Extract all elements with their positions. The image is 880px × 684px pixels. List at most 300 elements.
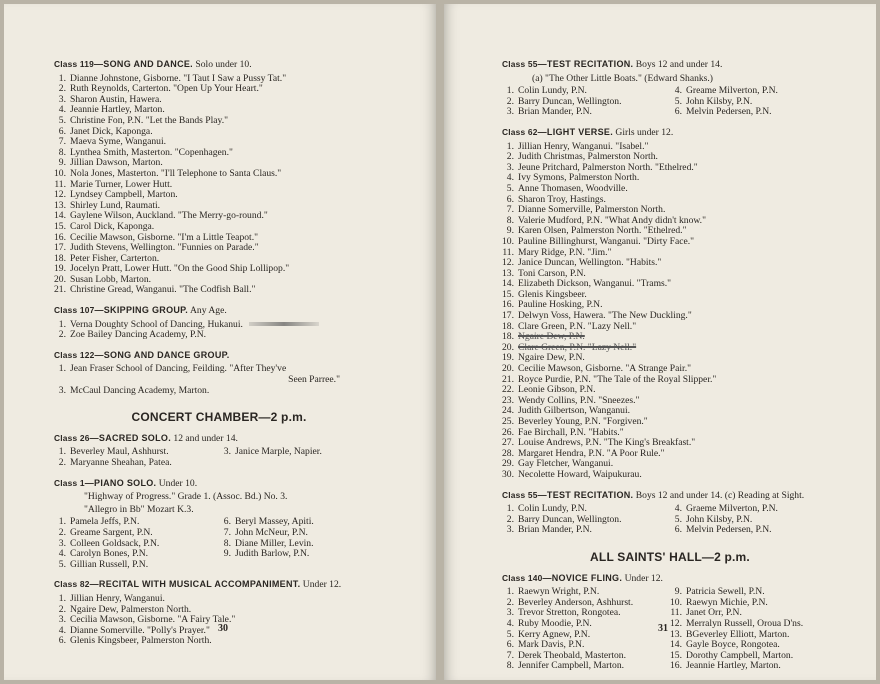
entry-text: Clare Green, P.N. "Lazy Nell."	[518, 320, 637, 332]
entry-text: Jean Fraser School of Dancing, Feilding. "After They've	[70, 363, 287, 375]
entry-text: Lynthea Smith, Masterton. "Copenhagen."	[70, 146, 233, 158]
list-item	[54, 560, 219, 571]
entry-number: 9.	[223, 548, 231, 560]
list-item	[502, 107, 670, 118]
entry-list	[54, 447, 219, 468]
class-block	[54, 59, 384, 296]
list-item	[54, 285, 384, 296]
entry-number: 8.	[506, 660, 514, 672]
entry-text: Leonie Gibson, P.N.	[518, 384, 596, 396]
entry-text: Melvin Pedersen, P.N.	[686, 524, 772, 536]
entry-number: 4.	[506, 617, 514, 629]
entry-text: Kerry Agnew, P.N.	[518, 628, 591, 640]
entry-text: Jeannie Hartley, Marton.	[686, 660, 781, 672]
entry-number: 11.	[502, 246, 514, 258]
entry-number: 2.	[58, 603, 66, 615]
entry-number: 21.	[502, 373, 514, 385]
entry-text: Christine Gread, Wanganui. "The Codfish Ball."	[70, 284, 256, 296]
entry-text: Judith Barlow, P.N.	[235, 548, 310, 560]
list-item	[670, 107, 838, 118]
page-number: 30	[218, 623, 228, 634]
entry-number: 5.	[58, 114, 66, 126]
entry-text: Necolette Howard, Waipukurau.	[518, 468, 642, 480]
entry-number: 21.	[54, 284, 66, 296]
list-item	[54, 364, 384, 385]
right-page	[444, 4, 876, 680]
entry-text: Greame Milverton, P.N.	[686, 85, 778, 97]
class-description: Any Age.	[189, 305, 227, 317]
entry-number: 6.	[506, 639, 514, 651]
class-block	[502, 573, 838, 672]
entry-number: 1.	[58, 363, 66, 375]
entry-number: 7.	[506, 204, 514, 216]
class-title: —TEST RECITATION.	[537, 59, 634, 69]
entry-text: McCaul Dancing Academy, Marton.	[70, 384, 210, 396]
entry-text: Maryanne Sheahan, Patea.	[70, 457, 172, 468]
entry-text: Clare Green, P.N. "Lazy Nell."	[518, 341, 637, 353]
entry-text: Judith Christmas, Palmerston North.	[518, 151, 658, 163]
class-block	[54, 478, 384, 571]
entry-text: Graeme Milverton, P.N.	[686, 503, 778, 515]
entry-number: 4.	[58, 624, 66, 636]
entry-text: Delwyn Voss, Hawera. "The New Duckling."	[518, 310, 692, 322]
entry-number: 6.	[506, 193, 514, 205]
entry-text: Greame Sargent, P.N.	[70, 526, 153, 538]
entry-number: 4.	[58, 548, 66, 560]
entry-text: Sharon Austin, Hawera.	[70, 93, 162, 105]
entry-text: Sharon Troy, Hastings.	[518, 193, 606, 205]
entry-text: Royce Purdie, P.N. "The Tale of the Royal Slipper."	[518, 373, 717, 385]
entry-text: Beverley Anderson, Ashhurst.	[518, 596, 634, 608]
entry-text: Brian Mander, P.N.	[518, 524, 592, 536]
entry-text: Beverley Maul, Ashhurst.	[70, 446, 169, 458]
entry-number: 2.	[58, 526, 66, 538]
entry-list	[219, 517, 384, 570]
entry-text: Ivy Symons, Palmerston North.	[518, 172, 640, 184]
piece-title: (a) "The Other Little Boats." (Edward Shanks.)	[532, 72, 714, 84]
entry-number: 2.	[58, 457, 66, 468]
entry-number: 1.	[58, 516, 66, 528]
entry-text: Nola Jones, Masterton. "I'll Telephone to Santa Claus."	[70, 167, 282, 179]
class-heading	[502, 490, 838, 502]
entry-number: 6.	[674, 524, 682, 536]
page-number: 31	[658, 623, 668, 634]
class-title: —SONG AND DANCE.	[94, 59, 193, 69]
list-item	[54, 636, 384, 647]
entry-number: 3.	[58, 537, 66, 549]
entry-number: 2.	[506, 95, 514, 107]
entry-text: Janet Orr, P.N.	[686, 607, 742, 619]
class-number: Class 122	[54, 349, 95, 360]
class-title: —SONG AND DANCE GROUP.	[94, 349, 230, 360]
class-block	[502, 59, 838, 118]
entry-text: Ruth Reynolds, Carterton. "Open Up Your Heart."	[70, 83, 263, 95]
class-number: Class 62	[502, 126, 538, 137]
list-item	[219, 447, 384, 458]
class-heading	[54, 579, 384, 591]
entry-number: 15.	[54, 220, 66, 232]
class-number: Class 107	[54, 305, 95, 316]
list-item	[670, 525, 838, 536]
entry-number: 16.	[54, 231, 66, 243]
entry-text: Colin Lundy, P.N.	[518, 503, 587, 515]
entry-text: Glenis Kingsbeer.	[518, 288, 587, 300]
entry-number: 23.	[502, 394, 514, 406]
section-heading: ALL SAINTS' HALL—2 p.m.	[590, 549, 750, 564]
entry-number: 16.	[502, 299, 514, 311]
entry-number: 3.	[58, 614, 66, 626]
piece-title: "Allegro in Bb" Mozart K.3.	[84, 503, 194, 515]
entry-number: 8.	[58, 146, 66, 158]
class-title: —SKIPPING GROUP.	[94, 305, 189, 316]
entry-text: Margaret Hendra, P.N. "A Poor Rule."	[518, 447, 665, 459]
section-heading: CONCERT CHAMBER—2 p.m.	[131, 410, 307, 425]
entry-number: 10.	[54, 167, 66, 179]
class-title: —PIANO SOLO.	[84, 477, 157, 488]
list-item	[670, 661, 838, 672]
entry-number: 18.	[54, 252, 66, 264]
entry-number: 5.	[506, 182, 514, 194]
list-item	[502, 525, 670, 536]
entry-number: 26.	[502, 426, 514, 438]
list-item	[54, 458, 219, 469]
entry-text: Dianne Somerville, Palmerston North.	[518, 204, 666, 216]
entry-number: 28.	[502, 447, 514, 459]
entry-list	[219, 447, 384, 468]
entry-number: 3.	[506, 106, 514, 118]
class-description: Boys 12 and under 14. (c) Reading at Sight.	[635, 489, 805, 501]
entry-text: Carol Dick, Kaponga.	[70, 220, 155, 232]
class-heading	[54, 350, 384, 362]
entry-list	[502, 587, 670, 672]
entry-text: Dorothy Campbell, Marton.	[686, 649, 794, 661]
entry-text: Janice Marple, Napier.	[235, 446, 322, 458]
entry-text: Fae Birchall, P.N. "Habits."	[518, 426, 624, 438]
entry-text: Valerie Mudford, P.N. "What Andy didn't know."	[518, 214, 706, 226]
entry-text: Pauline Billinghurst, Wanganui. "Dirty Face."	[518, 235, 695, 247]
entry-number: 29.	[502, 458, 514, 470]
class-title: —SACRED SOLO.	[89, 432, 171, 443]
entry-number: 20.	[54, 273, 66, 285]
entry-number: 1.	[58, 446, 66, 458]
entry-text: Janet Dick, Kaponga.	[70, 125, 153, 137]
entry-text: Elizabeth Dickson, Wanganui. "Trams."	[518, 278, 672, 290]
class-description: Solo under 10.	[195, 59, 252, 70]
entry-text: Jeune Pritchard, Palmerston North. "Ethelred."	[518, 161, 698, 173]
entry-number: 11.	[54, 178, 66, 190]
entry-number: 7.	[506, 649, 514, 661]
entry-number: 15.	[502, 288, 514, 300]
entry-number: 14.	[670, 639, 682, 651]
entry-text: Ngaire Dew, Palmerston North.	[70, 603, 192, 615]
entry-number: 3.	[506, 607, 514, 619]
entry-number: 5.	[674, 95, 682, 107]
entry-number: 20.	[502, 363, 514, 375]
list-item	[54, 330, 384, 341]
right-page-content	[502, 50, 838, 672]
left-page	[4, 4, 436, 680]
entry-text: Gay Fletcher, Wanganui.	[518, 458, 614, 470]
list-item	[502, 470, 838, 481]
entry-number: 17.	[502, 310, 514, 322]
entry-text: Peter Fisher, Carterton.	[70, 252, 160, 264]
entry-list	[54, 320, 384, 341]
entry-text: Jeannie Hartley, Marton.	[70, 104, 165, 116]
entry-number: 6.	[674, 106, 682, 118]
class-number: Class 1	[54, 477, 85, 488]
entry-number: 10.	[670, 596, 682, 608]
class-block	[54, 350, 384, 396]
entry-number: 1.	[506, 503, 514, 515]
entry-list	[502, 504, 670, 536]
entry-continuation: Seen Parree."	[288, 374, 340, 386]
entry-number: 18.	[502, 320, 514, 332]
entry-text: Zoe Bailey Dancing Academy, P.N.	[70, 329, 207, 341]
entry-text: Judith Stevens, Wellington. "Funnies on Parade."	[70, 242, 259, 254]
entry-text: Cecilie Mawson, Gisborne. "A Strange Pair."	[518, 363, 692, 375]
entry-number: 4.	[674, 85, 682, 97]
entry-number: 9.	[506, 225, 514, 237]
entry-number: 12.	[670, 617, 682, 629]
entry-text: Jocelyn Pratt, Lower Hutt. "On the Good Ship Lollipop."	[70, 263, 290, 275]
entry-text: Patricia Sewell, P.N.	[686, 586, 765, 598]
entry-number: 19.	[54, 263, 66, 275]
entry-number: 9.	[674, 586, 682, 598]
two-column-entries	[502, 587, 838, 672]
entry-text: Raewyn Michie, P.N.	[686, 596, 768, 608]
entry-text: Dianne Johnstone, Gisborne. "I Taut I Saw a Pussy Tat."	[70, 72, 287, 84]
entry-text: Judith Gilbertson, Wanganui.	[518, 405, 631, 417]
entry-number: 3.	[58, 384, 66, 396]
class-heading	[502, 127, 838, 139]
entry-list	[54, 364, 384, 396]
entry-text: Anne Thomasen, Woodville.	[518, 182, 628, 194]
class-block	[502, 127, 838, 481]
entry-number: 8.	[223, 537, 231, 549]
entry-text: Ruby Moodie, P.N.	[518, 617, 592, 629]
entry-text: Marie Turner, Lower Hutt.	[70, 178, 173, 190]
entry-number: 2.	[506, 151, 514, 163]
entry-number: 1.	[58, 592, 66, 604]
two-column-entries	[502, 504, 838, 536]
entry-text: Jillian Dawson, Marton.	[70, 157, 163, 169]
entry-text: John McNeur, P.N.	[235, 526, 308, 538]
entry-text: Mark Davis, P.N.	[518, 639, 585, 651]
list-item	[502, 661, 670, 672]
class-description: Under 12.	[302, 579, 342, 591]
entry-text: Cecilie Mawson, Gisborne. "I'm a Little Teapot."	[70, 231, 259, 243]
entry-number: 13.	[670, 628, 682, 640]
entry-text: Colin Lundy, P.N.	[518, 85, 587, 97]
class-number: Class 82	[54, 579, 90, 590]
entry-number: 19.	[502, 352, 514, 364]
entry-number: 3.	[58, 93, 66, 105]
entry-number: 25.	[502, 416, 514, 427]
entry-number: 2.	[506, 596, 514, 608]
entry-text: Janice Duncan, Wellington. "Habits."	[518, 257, 662, 269]
entry-text: Cecilia Mawson, Gisborne. "A Fairy Tale."	[70, 614, 236, 626]
entry-number: 7.	[58, 136, 66, 148]
entry-text: Ngaire Dew, P.N.	[518, 352, 585, 364]
class-title: —RECITAL WITH MUSICAL ACCOMPANIMENT.	[89, 579, 301, 590]
entry-number: 4.	[58, 104, 66, 116]
entry-number: 24.	[502, 405, 514, 417]
entry-number: 20.	[502, 341, 514, 353]
entry-number: 2.	[58, 83, 66, 95]
entry-number: 6.	[58, 635, 66, 647]
entry-number: 10.	[502, 235, 514, 247]
entry-text: John Kilsby, P.N.	[686, 95, 753, 107]
entry-number: 27.	[502, 437, 514, 449]
class-description: Boys 12 and under 14.	[635, 59, 723, 70]
two-column-entries	[502, 86, 838, 118]
entry-number: 1.	[58, 72, 66, 84]
entry-number: 1.	[506, 85, 514, 97]
class-title: —TEST RECITATION.	[537, 489, 634, 500]
entry-text: Brian Mander, P.N.	[518, 106, 592, 118]
class-title: —NOVICE FLING.	[542, 572, 623, 583]
entry-text: Jillian Henry, Wanganui.	[70, 592, 165, 604]
entry-text: Diane Miller, Levin.	[235, 537, 314, 549]
class-description: Under 10.	[158, 477, 198, 489]
entry-number: 2.	[506, 513, 514, 525]
entry-text: Christine Fon, P.N. "Let the Bands Play."	[70, 114, 229, 126]
entry-text: BGeverley Elliott, Marton.	[686, 628, 790, 640]
class-heading	[502, 573, 838, 585]
left-page-content	[54, 50, 384, 647]
entry-list	[670, 86, 838, 118]
two-column-entries	[54, 447, 384, 468]
entry-number: 2.	[58, 329, 66, 341]
entry-text: Pauline Hosking, P.N.	[518, 299, 603, 311]
entry-text: Derek Theobald, Masterton.	[518, 649, 626, 661]
entry-text: Toni Carson, P.N.	[518, 267, 586, 279]
entry-text: Karen Olsen, Palmerston North. "Ethelred."	[518, 225, 687, 237]
entry-number: 3.	[223, 446, 231, 458]
list-item	[54, 386, 384, 397]
entry-number: 7.	[223, 526, 231, 538]
entry-number: 5.	[674, 513, 682, 525]
entry-text: Merralyn Russell, Oroua D'ns.	[686, 617, 804, 629]
entry-number: 12.	[502, 257, 514, 269]
entry-text: Pamela Jeffs, P.N.	[70, 516, 140, 528]
piece-title: "Highway of Progress." Grade 1. (Assoc. Bd.) No. 3.	[84, 491, 288, 503]
entry-text: Dianne Somerville. "Polly's Prayer."	[70, 624, 210, 636]
two-column-entries	[54, 517, 384, 570]
entry-text: Ngaire Dew, P.N.	[518, 331, 585, 343]
class-description: 12 and under 14.	[173, 432, 238, 444]
entry-text: Melvin Pedersen, P.N.	[686, 106, 772, 118]
entry-number: 6.	[58, 125, 66, 137]
class-number: Class 119	[54, 59, 94, 69]
entry-number: 6.	[223, 516, 231, 528]
class-number: Class 140	[502, 572, 543, 583]
entry-list	[670, 504, 838, 536]
entry-number: 4.	[674, 503, 682, 515]
entry-number: 12.	[54, 189, 66, 201]
entry-number: 5.	[58, 558, 66, 570]
entry-text: Beryl Massey, Apiti.	[235, 516, 314, 528]
entry-number: 22.	[502, 384, 514, 396]
class-heading	[54, 305, 384, 317]
entry-text: Gayle Boyce, Rongotea.	[686, 639, 780, 651]
class-heading	[502, 59, 838, 71]
class-heading	[54, 478, 384, 490]
entry-number: 17.	[54, 242, 66, 254]
entry-text: Colleen Goldsack, P.N.	[70, 537, 160, 549]
entry-list	[54, 74, 384, 296]
entry-text: Beverley Young, P.N. "Forgiven."	[518, 416, 648, 427]
entry-list	[502, 142, 838, 481]
entry-text: Glenis Kingsbeer, Palmerston North.	[70, 635, 212, 647]
class-block	[54, 305, 384, 341]
entry-number: 30.	[502, 468, 514, 480]
class-description: Under 12.	[624, 572, 663, 584]
entry-text: Verna Doughty School of Dancing, Hukanui.	[70, 318, 243, 330]
class-block	[502, 490, 838, 536]
entry-text: Wendy Collins, P.N. "Sneezes."	[518, 394, 640, 406]
entry-text: Jillian Henry, Wanganui. "Isabel."	[518, 140, 649, 152]
entry-text: Mary Ridge, P.N. "Jim."	[518, 246, 612, 258]
entry-text: Maeva Syme, Wanganui.	[70, 136, 167, 148]
class-heading	[54, 59, 384, 71]
entry-number: 1.	[506, 586, 514, 598]
class-number: Class 55	[502, 489, 538, 500]
entry-text: Shirley Lund, Raumati.	[70, 199, 161, 211]
entry-number: 11.	[670, 607, 682, 619]
entry-number: 15.	[670, 649, 682, 661]
entry-text: Trevor Stretton, Rongotea.	[518, 607, 621, 619]
list-item	[219, 549, 384, 560]
entry-list	[502, 86, 670, 118]
entry-text: Susan Lobb, Marton.	[70, 273, 152, 285]
entry-number: 8.	[506, 214, 514, 226]
entry-number: 13.	[502, 267, 514, 279]
entry-number: 18.	[502, 331, 514, 343]
entry-number: 9.	[58, 157, 66, 169]
class-block	[54, 579, 384, 647]
entry-text: Barry Duncan, Wellington.	[518, 513, 622, 525]
pencil-scribble	[249, 322, 319, 326]
entry-number: 1.	[58, 318, 66, 330]
entry-text: Louise Andrews, P.N. "The King's Breakfast."	[518, 437, 696, 449]
entry-list	[670, 587, 838, 672]
entry-text: Carolyn Bones, P.N.	[70, 548, 149, 560]
entry-number: 4.	[506, 172, 514, 184]
class-number: Class 26	[54, 432, 90, 443]
entry-text: Lyndsey Campbell, Marton.	[70, 189, 178, 201]
entry-text: Barry Duncan, Wellington.	[518, 95, 622, 107]
class-block	[54, 433, 384, 469]
class-number: Class 55	[502, 59, 538, 69]
entry-text: Gillian Russell, P.N.	[70, 558, 149, 570]
entry-text: Raewyn Wright, P.N.	[518, 586, 600, 598]
entry-text: John Kilsby, P.N.	[686, 513, 753, 525]
entry-text: Gaylene Wilson, Auckland. "The Merry-go-round."	[70, 210, 268, 222]
class-description: Girls under 12.	[615, 126, 674, 138]
entry-number: 14.	[502, 278, 514, 290]
entry-number: 13.	[54, 199, 66, 211]
entry-number: 3.	[506, 161, 514, 173]
class-title: —LIGHT VERSE.	[537, 126, 614, 137]
entry-text: Jennifer Campbell, Marton.	[518, 660, 625, 672]
entry-list	[54, 517, 219, 570]
entry-number: 3.	[506, 524, 514, 536]
entry-number: 5.	[506, 628, 514, 640]
entry-number: 14.	[54, 210, 66, 222]
entry-number: 16.	[670, 660, 682, 672]
class-heading	[54, 433, 384, 445]
